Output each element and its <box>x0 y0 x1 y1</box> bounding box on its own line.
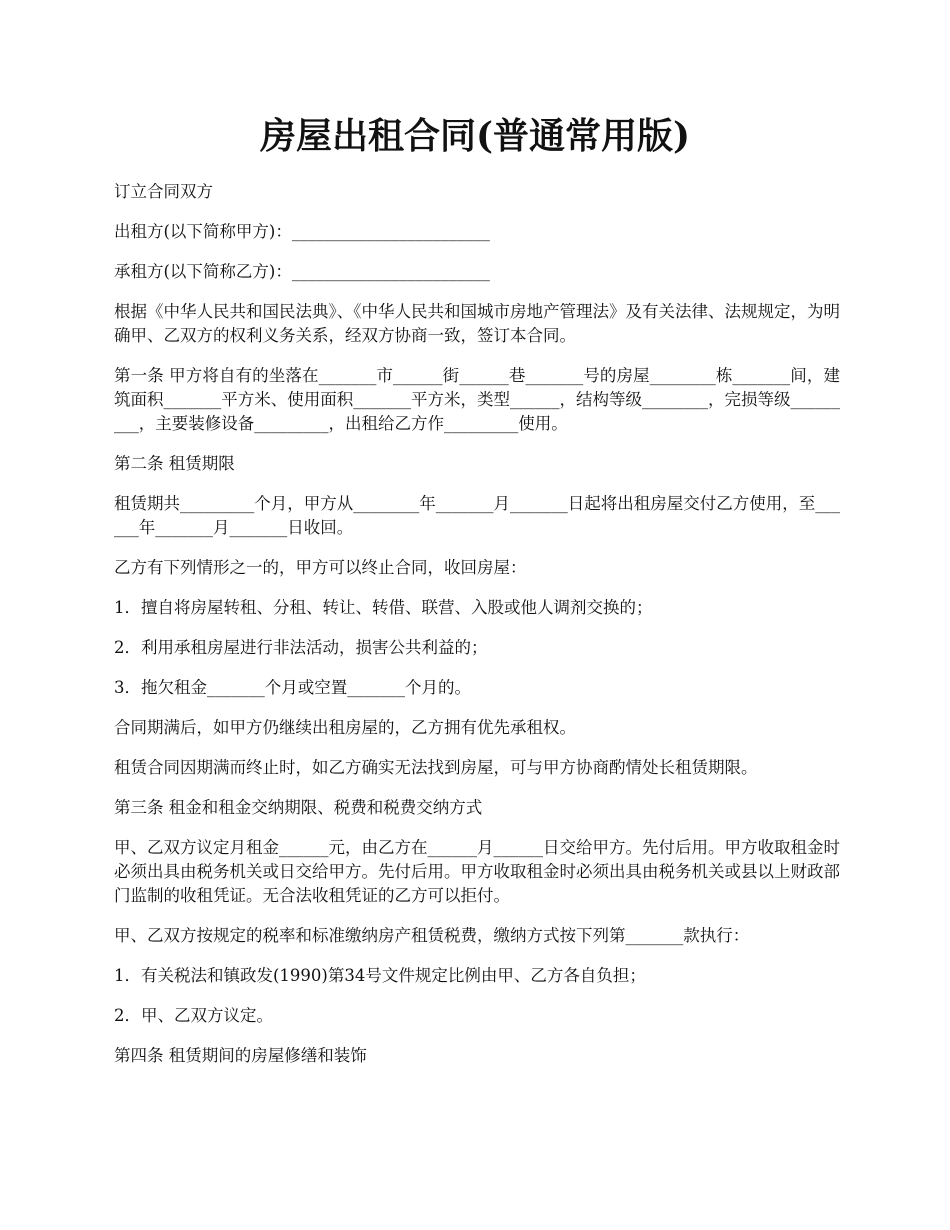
paragraph-termination-item-3: 3．拖欠租金_______个月或空置_______个月的。 <box>114 678 471 697</box>
paragraph-article-4-heading: 第四条 租赁期间的房屋修缮和装饰 <box>114 1046 367 1065</box>
paragraph-tax-item-1: 1．有关税法和镇政发(1990)第34号文件规定比例由甲、乙方各自负担； <box>114 966 646 985</box>
paragraph-article-1: 第一条 甲方将自有的坐落在_______市______街______巷_______号的房屋________栋_______间，建筑面积_______平方米、使用面积_______平方米，类型______，结构等级________，完损等级_________，主要装修设备_________，出租给乙方作_________使用。 <box>114 366 840 433</box>
paragraph-preamble: 根据《中华人民共和国民法典》、《中华人民共和国城市房地产管理法》及有关法律、法规规定，为明确甲、乙双方的权利义务关系，经双方协商一致，签订本合同。 <box>114 302 840 345</box>
paragraph-article-2-heading: 第二条 租赁期限 <box>114 454 235 473</box>
paragraph-termination-item-2: 2．利用承租房屋进行非法活动，损害公共利益的； <box>114 638 488 657</box>
paragraph-lessor: 出租方(以下简称甲方)：________________________ <box>114 222 490 241</box>
paragraph-extension: 租赁合同因期满而终止时，如乙方确实无法找到房屋，可与甲方协商酌情处长租赁期限。 <box>114 758 758 777</box>
page-title: 房屋出租合同(普通常用版) <box>259 115 691 157</box>
paragraph-article-3-heading: 第三条 租金和租金交纳期限、税费和税费交纳方式 <box>114 798 483 817</box>
paragraph-lessee: 承租方(以下简称乙方)：________________________ <box>114 262 490 281</box>
paragraph-priority-right: 合同期满后，如甲方仍继续出租房屋的，乙方拥有优先承租权。 <box>114 718 576 737</box>
paragraph-termination-item-1: 1．擅自将房屋转租、分租、转让、转借、联营、入股或他人调剂交换的； <box>114 598 653 617</box>
paragraph-tax: 甲、乙双方按规定的税率和标准缴纳房产租赁税费，缴纳方式按下列第_______款执行： <box>114 926 750 945</box>
document-body <box>114 180 840 1084</box>
paragraph-parties-heading: 订立合同双方 <box>114 182 213 201</box>
paragraph-lease-term: 租赁期共_________个月，甲方从________年_______月_______日起将出租房屋交付乙方使用，至______年_______月_______日收回。 <box>114 494 840 537</box>
paragraph-rent: 甲、乙双方议定月租金______元，由乙方在______月______日交给甲方。先付后用。甲方收取租金时必须出具由税务机关或日交给甲方。先付后用。甲方收取租金时必须出具由税务机关或县以上财政部门监制的收租凭证。无合法收租凭证的乙方可以拒付。 <box>114 838 840 905</box>
paragraph-termination-intro: 乙方有下列情形之一的，甲方可以终止合同，收回房屋： <box>114 558 527 577</box>
paragraph-tax-item-2: 2．甲、乙双方议定。 <box>114 1006 273 1025</box>
